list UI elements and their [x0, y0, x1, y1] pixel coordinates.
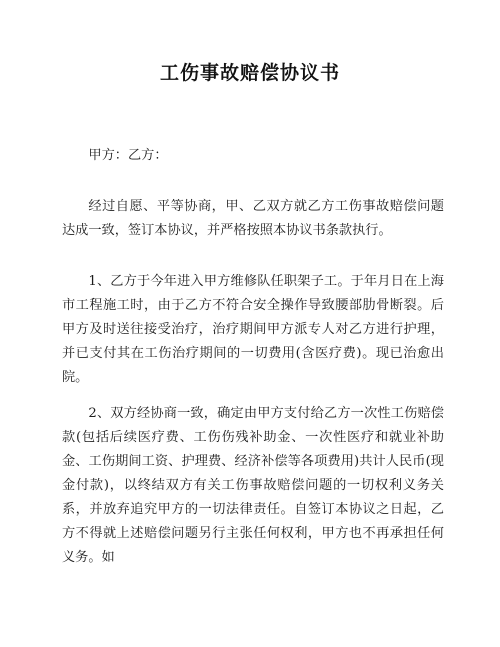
parties-line: 甲方：乙方：: [88, 148, 168, 163]
document-title: 工伤事故赔偿协议书: [159, 62, 340, 84]
intro-paragraph: 经过自愿、平等协商，甲、乙双方就乙方工伤事故赔偿问题达成一致，签订本协议，并严格按照本协议书条款执行。: [62, 199, 444, 238]
clause-2-paragraph: 2、双方经协商一致，确定由甲方支付给乙方一次性工伤赔偿款(包括后续医疗费、工伤伤残补助金、一次性医疗和就业补助金、工伤期间工资、护理费、经济补偿等各项费用)共计人民币(现金付款)，以终结双方有关工伤事故赔偿问题的一切权利义务关系，并放弃追究甲方的一切法律责任。自签订本协议之日起，乙方不得就上述赔偿问题另行主张任何权利，甲方也不再承担任何义务。如: [62, 406, 444, 565]
clause-1-paragraph: 1、乙方于今年进入甲方维修队任职架子工。于年月日在上海市工程施工时，由于乙方不符合安全操作导致腰部肋骨断裂。后甲方及时送往接受治疗，治疗期间甲方派专人对乙方进行护理，并已支付其在工伤治疗期间的一切费用(含医疗费)。现已治愈出院。: [62, 274, 444, 385]
